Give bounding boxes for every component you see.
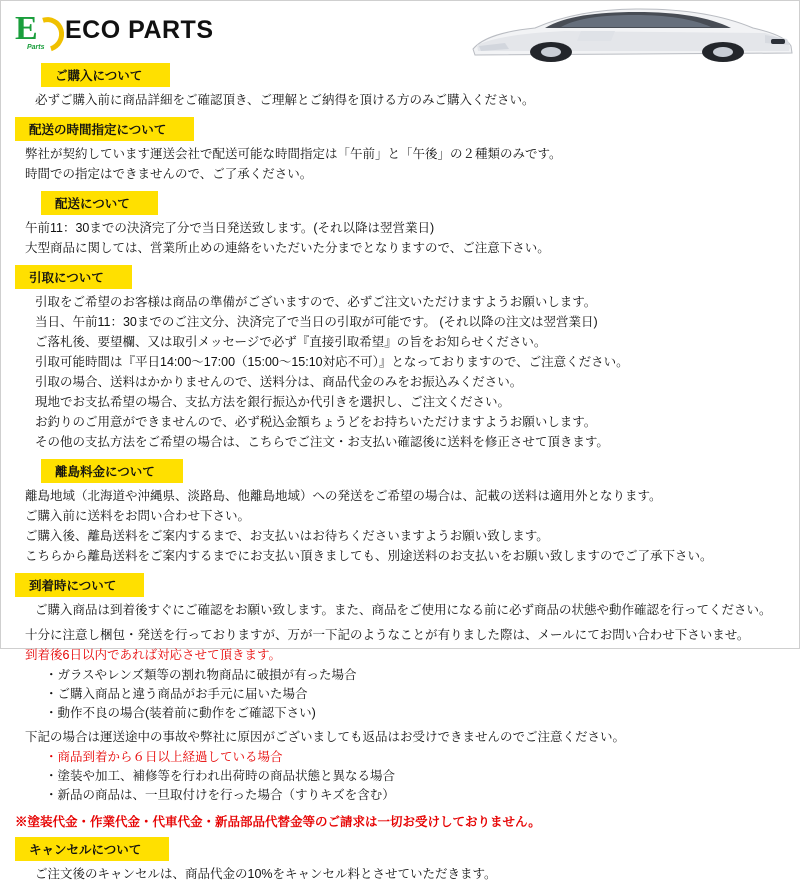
section-pickup [1, 265, 799, 452]
section-delivery [1, 191, 799, 258]
pickup-line-1: 引取をご希望のお客様は商品の準備がございますので、必ずご注文いただけますようお願いします。 [35, 295, 597, 309]
list-item: ・新品の商品は、一旦取付けを行った場合（すりキズを含む） [45, 787, 395, 802]
delivery-time-line-2: 時間での指定はできませんので、ご了承ください。 [25, 167, 313, 181]
remote-fee-line-2: ご購入前に送料をお問い合わせ下さい。 [25, 509, 251, 523]
section-heading-purchase: ご購入について [41, 63, 170, 87]
pickup-line-4: 引取可能時間は『平日14:00～17:00（15:00～15:10対応不可）』となっておりますので、ご注意ください。 [35, 355, 629, 369]
arrival-line-4: 下記の場合は運送途中の事故や弊社に原因がございましても返品はお受けできませんのでご注意ください。 [25, 730, 626, 745]
pickup-line-6: 現地でお支払希望の場合、支払方法を銀行振込か代引きを選択し、ご注文ください。 [35, 395, 511, 409]
logo-letter: E [15, 10, 38, 47]
purchase-line-1: 必ずご購入前に商品詳細をご確認頂き、ご理解とご納得を頂ける方のみご購入ください。 [35, 93, 535, 107]
arrival-line-2: 十分に注意し梱包・発送を行っておりますが、万が一下記のようなことが有りました際は、メールにてお問い合わせ下さいませ。 [25, 628, 750, 642]
brand-logo [15, 11, 214, 49]
section-heading-remote-fee: 離島料金について [41, 459, 183, 483]
sports-car-image [465, 1, 795, 63]
arrival-bullet-list-1 [1, 666, 799, 722]
section-heading-pickup: 引取について [15, 265, 132, 289]
section-heading-delivery: 配送について [41, 191, 158, 215]
arrival-line-3: 到着後6日以内であれば対応させて頂きます。 [25, 648, 281, 662]
section-arrival [1, 573, 799, 831]
section-heading-arrival: 到着時について [15, 573, 144, 597]
list-item: ・商品到着から６日以上経過している場合 [45, 750, 283, 765]
section-remote-fee [1, 459, 799, 566]
section-cancel [1, 837, 799, 884]
remote-fee-line-4: こちらから離島送料をご案内するまでにお支払い頂きましても、別途送料のお支払いをお願い致しますのでご了承下さい。 [25, 549, 713, 563]
section-delivery-time [1, 117, 799, 184]
arrival-bullet-list-2 [1, 748, 799, 804]
arrival-line-1: ご購入商品は到着後すぐにご確認をお願い致します。また、商品をご使用になる前に必ず商品の状態や動作確認を行ってください。 [35, 603, 772, 617]
list-item: ・動作不良の場合(装着前に動作をご確認下さい) [45, 705, 316, 720]
pickup-line-7: お釣りのご用意ができませんので、必ず税込金額ちょうどをお持ちいただけますようお願いします。 [35, 415, 597, 429]
pickup-line-5: 引取の場合、送料はかかりませんので、送料分は、商品代金のみをお振込みください。 [35, 375, 523, 389]
brand-name: ECO PARTS [65, 15, 214, 44]
logo-subtext: Parts [27, 44, 45, 51]
section-heading-delivery-time: 配送の時間指定について [15, 117, 194, 141]
list-item: ・ご購入商品と違う商品がお手元に届いた場合 [45, 686, 308, 701]
delivery-line-1: 午前11：30までの決済完了分で当日発送致します。(それ以降は翌営業日) [25, 221, 435, 235]
list-item: ・塗装や加工、補修等を行われ出荷時の商品状態と異なる場合 [45, 769, 396, 783]
remote-fee-line-1: 離島地域（北海道や沖縄県、淡路島、他離島地域）への発送をご希望の場合は、記載の送料は適用外となります。 [25, 489, 662, 503]
section-purchase [1, 63, 799, 110]
pickup-line-2: 当日、午前11：30までのご注文分、決済完了で当日の引取が可能です。 (それ以降の注文は翌営業日) [35, 315, 598, 329]
list-item: ・ガラスやレンズ類等の割れ物商品に破損が有った場合 [45, 668, 357, 682]
delivery-line-2: 大型商品に関しては、営業所止めの連絡をいただいた分までとなりますので、ご注意下さい。 [25, 241, 550, 255]
cancel-line-1: ご注文後のキャンセルは、商品代金の10%をキャンセル料とさせていただきます。 [35, 867, 497, 882]
pickup-line-3: ご落札後、要望欄、又は取引メッセージで必ず『直接引取希望』の旨をお知らせください。 [35, 335, 547, 349]
delivery-time-line-1: 弊社が契約しています運送会社で配送可能な時間指定は「午前」と「午後」の２種類のみです。 [25, 147, 562, 161]
pickup-line-8: その他の支払方法をご希望の場合は、こちらでご注文・お支払い確認後に送料を修正させて頂きます。 [35, 435, 609, 449]
section-heading-cancel: キャンセルについて [15, 837, 169, 861]
eco-parts-logo-icon [15, 11, 57, 49]
remote-fee-line-3: ご購入後、離島送料をご案内するまで、お支払いはお待ちくださいますようお願い致します。 [25, 529, 549, 543]
arrival-notice: ※塗装代金・作業代金・代車代金・新品部品代替金等のご請求は一切お受けしておりません。 [15, 814, 541, 829]
page-header [1, 1, 799, 63]
